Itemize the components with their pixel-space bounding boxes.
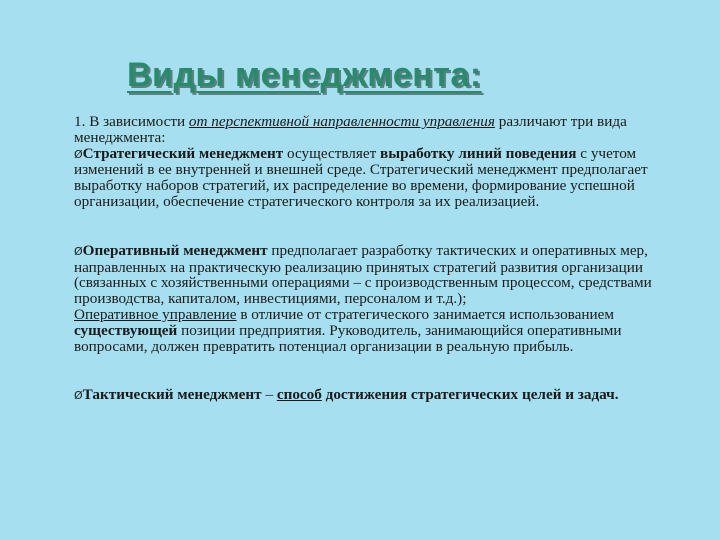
bullet-arrow-icon: Ø — [74, 389, 83, 403]
intro-paragraph — [74, 114, 674, 146]
operational-text: предполагает разработку тактических и оперативных мер, направленных на практическую реализацию принятых стратегий развития организации (связанных с хозяйственными операциями – с производственным процессом, средствами производства, капиталом, инвестициями, персоналом и т.д.); — [74, 241, 652, 308]
bullet-arrow-icon: Ø — [74, 244, 83, 258]
strategic-text-1: осуществляет — [283, 144, 381, 162]
operational-management-paragraph — [74, 307, 674, 354]
intro-prefix: 1. В зависимости — [74, 113, 189, 130]
slide-body — [74, 114, 674, 404]
strategic-term: Стратегический менеджмент — [82, 144, 284, 162]
tactical-dash: – — [261, 386, 277, 404]
operational-paragraph — [74, 243, 674, 307]
intro-suffix: различают три вида менеджмента: — [74, 113, 627, 146]
tactical-method: способ — [276, 386, 322, 404]
operational-management-term: Оперативное управление — [74, 305, 237, 323]
tactical-paragraph — [74, 387, 674, 404]
operational-management-text-2: позиции предприятия. Руководитель, занимающийся оперативными вопросами, должен превратить потенциал организации в реальную прибыль. — [74, 321, 622, 355]
tactical-text: достижения стратегических целей и задач. — [321, 386, 619, 404]
bullet-arrow-icon: Ø — [74, 147, 83, 161]
intro-underlined-phrase: от перспективной направленности управления — [188, 113, 495, 130]
strategic-text-2: с учетом изменений в ее внутренней и внешней среде. Стратегический менеджмент предполагает выработку наборов стратегий, их распределение во времени, формирование успешной организации, обеспечение стратегического контроля за их реализацией. — [74, 144, 648, 210]
slide-title: Виды менеджмента: — [127, 56, 482, 94]
operational-management-emphasis: существующей — [74, 321, 178, 339]
operational-term: Оперативный менеджмент — [82, 241, 268, 259]
strategic-paragraph — [74, 146, 674, 210]
operational-management-text-1: в отличие от стратегического занимается использованием — [236, 305, 614, 323]
strategic-emphasis: выработку линий поведения — [380, 144, 577, 162]
tactical-term: Тактический менеджмент — [82, 386, 262, 404]
